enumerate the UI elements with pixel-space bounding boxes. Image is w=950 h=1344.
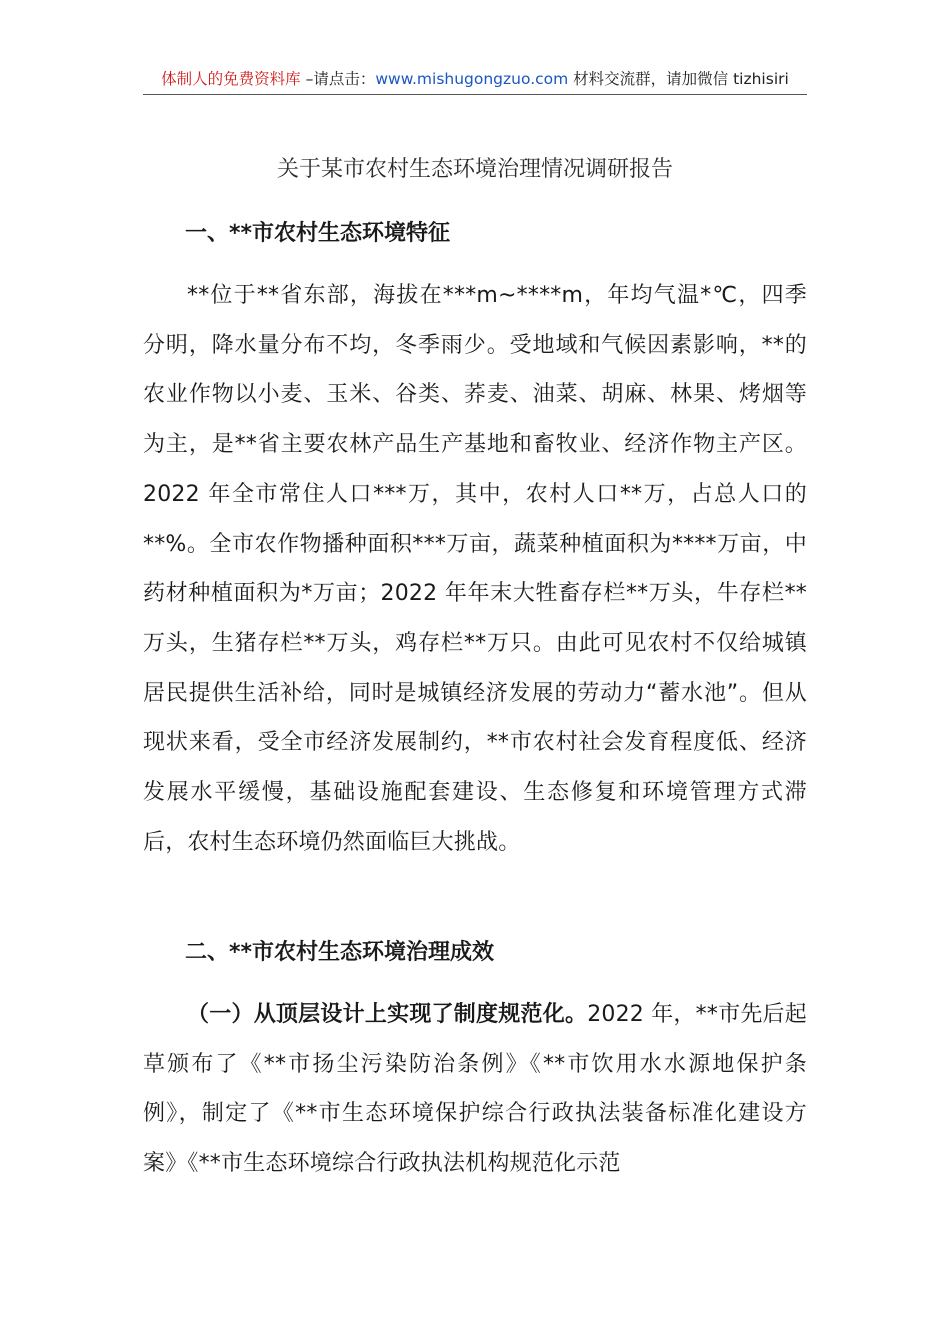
page-header-banner — [143, 64, 807, 95]
subsection-1-text: 2022 年，**市先后起草颁布了《**市扬尘污染防治条例》《**市饮用水水源地保护条例》，制定了《**市生态环境保护综合行政执法装备标准化建设方案》《**市生态环境综合行政执法机构规范化示范 — [143, 1002, 807, 1177]
section-1-heading: 一、**市农村生态环境特征 — [185, 221, 451, 246]
subsection-1-lead: （一）从顶层设计上实现了制度规范化。 — [187, 1002, 588, 1027]
section-2-heading: 二、**市农村生态环境治理成效 — [185, 940, 495, 965]
header-prompt: –请点击： — [300, 70, 376, 88]
header-brand: 体制人的免费资料库 — [161, 70, 301, 88]
section-2-paragraph — [143, 990, 807, 1189]
document-title: 关于某市农村生态环境治理情况调研报告 — [276, 157, 673, 182]
header-wechat-note: 材料交流群，请加微信 tizhisiri — [568, 70, 789, 88]
header-url-link[interactable]: www.mishugongzuo.com — [375, 70, 569, 88]
section-1-paragraph: **位于**省东部，海拔在***m~****m，年均气温*℃，四季分明，降水量分布不均，冬季雨少。受地域和气候因素影响，**的农业作物以小麦、玉米、谷类、荞麦、油菜、胡麻、林果、烤烟等为主，是**省主要农林产品生产基地和畜牧业、经济作物主产区。2022 年全市常住人口***万，其中，农村人口**万，占总人口的**%。全市农作物播种面积***万亩，蔬菜种植面积为****万亩，中药材种植面积为*万亩；2022 年年末大牲畜存栏**万头，牛存栏**万头，生猪存栏**万头，鸡存栏**万只。由此可见农村不仅给城镇居民提供生活补给，同时是城镇经济发展的劳动力“蓄水池”。但从现状来看，受全市经济发展制约，**市农村社会发育程度低、经济发展水平缓慢，基础设施配套建设、生态修复和环境管理方式滞后，农村生态环境仍然面临巨大挑战。 — [143, 283, 807, 855]
